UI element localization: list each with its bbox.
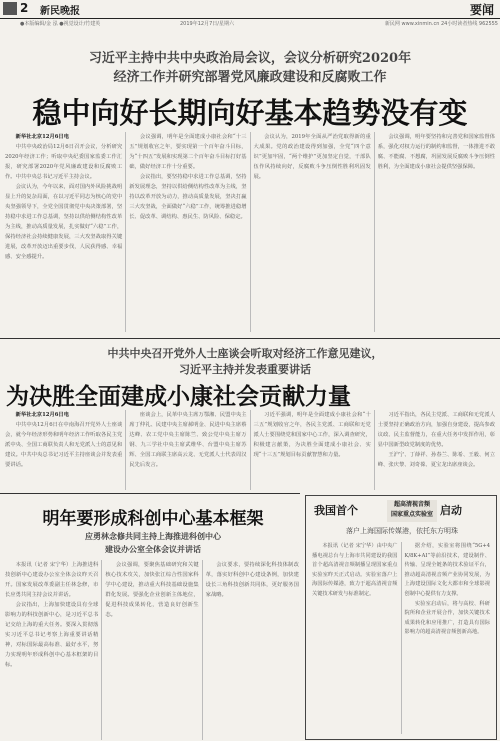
paper-name: 新民晚报 [40,6,80,17]
article2-subhead-2: 习近平主持并发表重要讲话 [179,363,311,376]
article1-paragraph: 会议指出，要坚持稳中求进工作总基调，坚持新发展理念，坚持以供给侧结构性改革为主线，坚持以改革开放为动力，推动高质量发展，坚决打赢三大攻坚战，全面做好“六稳”工作，统筹推进稳增长、促改革、调结构、惠民生、防风险、保稳定。 [129,174,247,220]
article2-paragraph: 习近平强调，明年是全面建成小康社会和“十三五”规划收官之年，各民主党派、工商联和无党派人士要围绕党和国家中心工作，深入调查研究，积极建言献策，为决胜全面建成小康社会、实现“十三五”规划目标贡献智慧和力量。 [253,412,371,458]
masthead [0,0,500,19]
article2-column [251,410,375,490]
article2-paragraph: 王沪宁、丁薛祥、孙春兰、陈希、王毅、何立峰、张庆黎、刘奇葆、夏宝龙出席座谈会。 [377,452,495,468]
article3-byline: 应勇林念修共同主持上海推进科创中心 [85,531,221,541]
article3-headline: 明年要形成科创中心基本框架 [42,509,264,529]
article1-body [2,132,498,332]
article2-paragraph: 座谈会上，民革中央主席万鄂湘、民盟中央主席丁仲礼、民建中央主席郝明金、民进中央主席蔡达峰、农工党中央主席陈竺、致公党中央主席万钢、九三学社中央主席武维华、台盟中央主席苏辉、全国工商联主席高云龙、无党派人士代表周汉民先后发言。 [129,412,247,468]
article1-column [251,132,375,332]
article2-lead: 新华社北京12月6日电 [15,412,70,418]
newspaper-logo-icon [3,2,17,15]
article3-column [102,560,202,740]
issue-date: 2019年12月7日/星期六 [180,21,234,27]
article1-column [375,132,498,332]
section-title: 要闻 [469,3,494,17]
article1-headline: 稳中向好长期向好基本趋势没有变 [32,96,468,130]
article4-title-end: 启动 [440,504,462,517]
article2-headline: 为决胜全面建成小康社会贡献力量 [6,384,351,410]
article4-body [309,542,493,734]
article2-subhead: 中共中央召开党外人士座谈会听取对经济工作意见建议， [107,347,383,360]
article2-body [2,410,498,490]
article4-column [402,542,494,734]
article4-column [309,542,402,734]
article3-paragraph: 会议指出，上海加快建设具有全球影响力的科技创新中心，是习近平总书记交给上海的重大任务。要深入贯彻落实习近平总书记考察上海重要讲话精神，对标国际最高标准、最好水平，努力实现明年形成科创中心基本框架的目标。 [5,602,99,668]
hotline-info: 新民网 www.xinmin.cn 24小时读者热线 962555 [384,21,498,27]
article2-column [126,410,250,490]
article3-body [2,560,302,740]
section-divider [0,338,500,339]
article4-title: 我国首个 [314,504,358,517]
article1-paragraph: 会议认为，今年以来，面对国内外风险挑战明显上升的复杂局面，在以习近平同志为核心的党中央坚强领导下，全党全国贯彻党中央决策部署，坚持稳中求进工作总基调，坚持以供给侧结构性改革为主线，推动高质量发展，扎实做好“六稳”工作，保持经济社会持续健康发展，三大攻坚战取得关键进展，改革开放迈出重要步伐，人民获得感、幸福感、安全感提升。 [5,184,123,260]
editor-credit: ●本版编辑/金 泓 ●视觉设计/竹建英 [20,21,101,27]
article4-paragraph: 实验室启动后，将与高校、科研院所和企业开展合作，加快关键技术成果转化和应用推广，打造具有国际影响力的超高清视音频创新高地。 [404,600,490,636]
article1-paragraph: 中共中央政治局12月6日召开会议，分析研究2020年经济工作；听取中央纪委国家监委工作汇报，研究部署2020年党风廉政建设和反腐败工作。中共中央总书记习近平主持会议。 [5,144,123,180]
article4-tag-line-2: 国家重点实验室 [390,511,433,518]
article1-column [2,132,126,332]
article4-subhead: 落户上海国际传媒港，依托东方明珠 [346,527,458,535]
article1-paragraph: 会议强调，明年是全面建成小康社会和“十三五”规划收官之年，要实现第一个百年奋斗目标，为“十四五”发展和实现第二个百年奋斗目标打好基础，做好经济工作十分重要。 [129,134,247,170]
article3-byline-2: 建设办公室全体会议并讲话 [105,544,201,554]
article1-column [126,132,250,332]
article3-paragraph: 本报讯（记者 宋宁华）上海推进科技创新中心建设办公室全体会议昨天召开。国家发展改革委副主任林念修，市长应勇共同主持会议并讲话。 [5,562,99,598]
article1-lead: 新华社北京12月6日电 [15,134,70,140]
article1-paragraph: 会议强调，明年要坚持和完善党和国家监督体系，强化对权力运行的制约和监督，一体推进不敢腐、不能腐、不想腐，巩固发展反腐败斗争压倒性胜利，为全面建成小康社会提供坚强保障。 [377,134,495,170]
article3-paragraph: 会议要求，要持续深化科技体制改革，落实好科创中心建设条例，加快建设长三角科技创新共同体，更好服务国家战略。 [205,562,299,598]
article1-subhead: 习近平主持中共中央政治局会议，会议分析研究2020年 [88,51,412,66]
article2-column [2,410,126,490]
article3-column [2,560,102,740]
article2-paragraph: 中共中央12月6日在中南海召开党外人士座谈会，就今年经济形势和明年经济工作听取各民主党派中央、全国工商联负责人和无党派人士的意见和建议。中共中央总书记习近平主持座谈会并发表重要讲话。 [5,422,123,468]
article4-box [305,495,497,740]
article1-subhead-2: 经济工作并研究部署党风廉政建设和反腐败工作 [113,70,387,85]
article2-column [375,410,498,490]
article3-paragraph: 会议强调，要聚焦基础研究和关键核心技术攻关，加快张江综合性国家科学中心建设，推动重大科技基础设施集群化发展。要强化企业创新主体地位，促进科技成果转化，营造良好创新生态。 [105,562,199,618]
article4-tag [387,500,437,522]
article4-paragraph: 据介绍，实验室将围绕“5G+4K/8K+AI”等前沿技术，建设制作、传输、呈现全链条的技术验证平台，推动超高清视音频产业协同发展，为上海建设国际文化大都市和全球影视创制中心提供有力支撑。 [404,543,490,597]
article3-column [203,560,302,740]
article4-tag-line-1: 超高清视音频 [393,501,430,508]
article2-paragraph: 习近平指出，各民主党派、工商联和无党派人士要坚持正确政治方向，加强自身建设，提高参政议政、民主监督能力，在重大任务中发挥作用，彰显中国新型政党制度的优势。 [377,412,495,448]
page-number: 2 [20,1,29,15]
article4-paragraph: 本报讯（记者 宋宁华）由中央广播电视总台与上海市共同建设的我国首个超高清视音频制播呈现国家重点实验室昨天正式启动。实验室落户上海国际传媒港，致力于超高清视音频关键技术研发与标准制定。 [312,543,398,597]
section-divider [0,493,300,494]
article1-paragraph: 会议认为，2019年全面从严治党取得新的重大成果。党的政治建设得到加强，全党“四个意识”更加牢固，“两个维护”更加坚定自觉，干部队伍作风持续向好，反腐败斗争压倒性胜利巩固发展。 [253,134,371,180]
